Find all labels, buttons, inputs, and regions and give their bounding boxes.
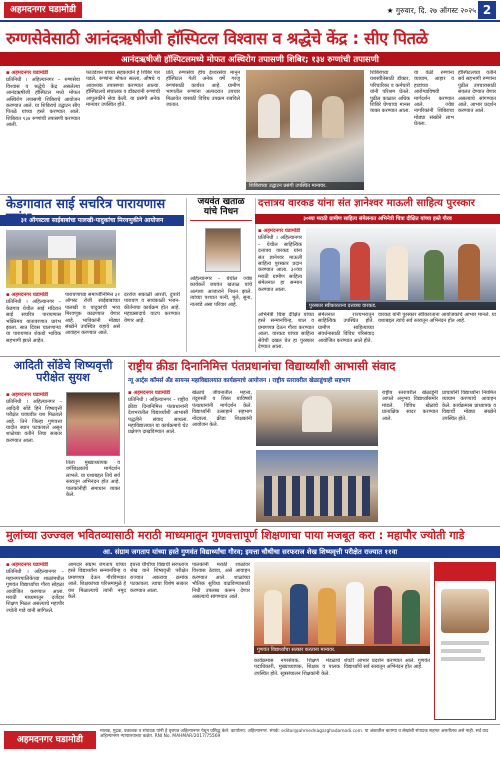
sports-column-3: राष्ट्रीय स्तरावरील खेळाडूंनी आपले अनुभव विद्यार्थ्यांसमोर मांडले. विविध खेळांचे प्रात्यक्षिक सादर करण्यात आले. (382, 390, 438, 422)
lead-column-3: प्रति, रुग्णसेवा हीच ईश्वरसेवा मानून हॉस्पिटल गेली अनेक वर्षे गरजू रुग्णांसाठी कार्यरत आहे. ग्रामीण भागातील रुग्णांना अल्पदरात उपचार मिळावेत यासाठी विविध उपक्रम राबविले जातात. (166, 70, 240, 109)
sports-subheadline: न्यू आर्ट्स कॉमर्स अँड सायन्स महाविद्यालयात कार्यक्रमाचे आयोजन । राष्ट्रीय स्तरावरील खेळाडूंचाही सहभाग (128, 376, 496, 386)
school-column-1: ◾ अहमदनगर घडामोडी प्रतिनिधी । अहिल्यानगर – केडगाव येथील साई मंदिरात साई सचरित्र पारायणास भक्तिमय वातावरणात प्रारंभ झाला. सात दिवस चालणाऱ्या या पारायणात शेकडो भाविक सहभागी झाले आहेत. (6, 292, 61, 344)
section-divider (0, 194, 500, 195)
award-byline: ◾ अहमदनगर घडामोडी (258, 228, 301, 234)
quality-column-2: आमदार संग्राम जगताप यांच्या हस्ते विद्यार्थ्यांना सन्मानचिन्ह व प्रमाणपत्र देऊन गौरविण्यात आले. शिक्षकांच्या परिश्रमामुळे हे यश मिळाल्याचे त्यांनी नमूद केले. (68, 562, 126, 601)
page-number: 2 (478, 1, 496, 19)
lead-column-4: शिबिराच्या यशस्वीतेसाठी डॉक्टर, परिचारिका व कर्मचारी यांनी परिश्रम घेतले. पुढील काळात अधिक शिबिरे घेण्याचा मानस व्यक्त करण्यात आला. (370, 70, 410, 115)
footer-logo: अहमदनगर घडामोडी (4, 731, 96, 749)
obituary-text: अहिल्यानगर – येथील ज्येष्ठ कार्यकर्ते जयवंत खताळ यांचे अल्पशा आजाराने निधन झाले. त्यांच्या पश्चात पत्नी, मुले, सुना, नातवंडे असा परिवार आहे. (190, 276, 252, 308)
lead-column-2: फाउंडेशन यांच्या सहकार्याने हे शिबिर पार पडले. रुग्णांना मोफत सल्ला, औषधे व आवश्यक तपासण्या करण्यात आल्या. हॉस्पिटलचे संचालक व डॉक्टरांनी रुग्णांची आपुलकीने सेवा केली. या प्रसंगी अनेक मान्यवर उपस्थित होते. (86, 70, 160, 109)
lead-photo-caption: शिबिराच्या उद्घाटन प्रसंगी उपस्थित मान्यवर. (246, 182, 364, 190)
lead-column-5: या वेळी रुग्णांना व्यायाम, आहार व हाडांच्या आरोग्याविषयी मार्गदर्शन करण्यात आले. ज्येष्ठ नागरिकांनी शिबिराचा मोठ्या संख्येने लाभ घेतला. (414, 70, 454, 128)
page-header (0, 0, 500, 22)
page-footer (0, 724, 500, 780)
sports-column-2: खेळाचे जीवनातील महत्त्व, तंदुरुस्ती व शिस्त याविषयी पंतप्रधानांनी मार्गदर्शन केले. विद्यार्थ्यांनी उत्साहाने सहभाग नोंदवला. क्रीडा शिक्षकांनी आयोजन केले. (192, 390, 252, 429)
lead-byline: ◾ अहमदनगर घडामोडी (6, 70, 49, 76)
school-byline: ◾ अहमदनगर घडामोडी (6, 292, 49, 298)
school-subheadline-band: ३१ ऑगस्टला साईबाबांचा पालखी-पादुकांचा मिरवणुकीने आयोजन (0, 215, 184, 226)
quality-photo-caption: गुणवंत विद्यार्थ्यांचा सत्कार करताना मान्यवर. (254, 646, 430, 654)
award-headline: दत्तात्रय वारकड यांना संत ज्ञानेश्वर माऊली साहित्य पुरस्कार (258, 198, 475, 209)
award-column-1: ◾ अहमदनगर घडामोडी प्रतिनिधी । अहिल्यानगर – येथील साहित्यिक दत्तात्रय वारकड यांना संत ज्ञानेश्वर माऊली साहित्य पुरस्कार प्रदान करण्यात आला. ३०व्या मराठी ग्रामीण साहित्य संमेलनात हा सन्मान करण्यात आला. (258, 228, 302, 293)
school-column-3: दररोज सकाळी आरती, दुपारी पारायण व सायंकाळी भजन-कीर्तनाचा कार्यक्रम होत आहे. महाप्रसादाचे वाटप करण्यात येणार आहे. (124, 292, 180, 324)
quality-byline: ◾ अहमदनगर घडामोडी (6, 562, 49, 568)
quality-subheadline-band: आ. संग्राम जगताप यांच्या हस्ते गुणवंत विद्यार्थ्यांचा गौरव; इयत्ता चौथीचा सरफराज शेख शिष्यवृत्ती परीक्षेत राज्यात ११वा (0, 546, 500, 558)
quality-column-1: ◾ अहमदनगर घडामोडी प्रतिनिधी । अहिल्यानगर – महानगरपालिकेच्या शाळांमधील गुणवंत विद्यार्थ्यांचा गौरव सोहळा आयोजित करण्यात आला. मराठी माध्यमातून दर्जेदार शिक्षण मिळत असल्याचे महापौर ज्योती गाडे यांनी सांगितले. (6, 562, 64, 614)
award-column-2: अभिनेत्री चित्रा दीक्षित यांच्या हस्ते सन्मानचिन्ह, शाल व प्रमाणपत्र देऊन गौरव करण्यात आला. वारकड यांच्या साहित्य सेवेची दखल घेत हा पुरस्कार देण्यात आला. (258, 312, 314, 351)
sports-headline: राष्ट्रीय क्रीडा दिनानिमित्त पंतप्रधानांचा विद्यार्थ्यांशी आभासी संवाद (128, 359, 396, 373)
footer-imprint: मालक, मुद्रक, प्रकाशक व संपादक यांनी हे वृत्तपत्र अहिल्यानगर येथून प्रसिद्ध केले. कार्यालय: अहिल्यानगर. संपर्क: editor@ahmednagarghadamodi.com. या अंकातील बातम्या व लेखांशी संपादक सहमत असतीलच असे नाही. सर्व वाद अहिल्यानगर न्यायालयाच्या कक्षेत. RNI No. MAHMAR/2017/75569 (100, 729, 489, 740)
award-subheadline-band: ३०व्या मराठी ग्रामीण साहित्य संमेलनात अभिनेत्री चित्रा दीक्षित यांच्या हस्ते गौरव (255, 214, 500, 224)
award-photo-caption: पुरस्कार स्वीकारताना दत्तात्रय वारकड. (306, 302, 496, 310)
sports-photo-2 (256, 450, 378, 522)
quality-column-5: कार्यक्रमास नगरसेवक, शिक्षण मंडळाचे पदाधिकारी, मुख्याध्यापक, शिक्षक व पालक उपस्थित होते. सूत्रसंचालन शिक्षकांनी केले. (254, 658, 340, 677)
sports-column-1: ◾ अहमदनगर घडामोडी प्रतिनिधी । अहिल्यानगर – राष्ट्रीय क्रीडा दिनानिमित्त पंतप्रधानांनी देशभरातील विद्यार्थ्यांशी आभासी पद्धतीने संवाद साधला. महाविद्यालयात या कार्यक्रमाचे थेट प्रक्षेपण दाखविण्यात आले. (128, 390, 188, 436)
obituary-headline: जयवंत खताळ यांचे निधन (190, 198, 252, 221)
school-column-2: पारायणाच्या समाप्तीनिमित्त ३१ ऑगस्ट रोजी साईबाबांच्या पालखी व पादुकांची भव्य मिरवणूक काढण्यात येणार आहे. भाविकांनी मोठ्या संख्येने उपस्थित राहावे असे आवाहन करण्यात आले. (65, 292, 120, 337)
scholar-column-1: ◾ अहमदनगर घडामोडी प्रतिनिधी । अहिल्यानगर – आदिती सोंडे हिने शिष्यवृत्ती परीक्षेत घवघवीत यश मिळवले आहे. तिने जिल्हा गुणवत्ता यादीत स्थान पटकावले असून शाळेच्या वतीने तिचा सत्कार करण्यात आला. (6, 392, 62, 444)
school-photo (6, 230, 116, 288)
lead-photo (246, 70, 364, 190)
obituary-photo (205, 228, 241, 272)
dateline: ★ गुरुवार, दि. २७ ऑगस्ट २०२५ (386, 6, 476, 15)
masthead-logo: अहमदनगर घडामोडी (4, 2, 82, 18)
school-headline: केडगावात साई सचरित्र पारायणास (6, 197, 166, 212)
quality-photo (254, 562, 430, 654)
scholar-photo (66, 392, 120, 456)
advertisement-box (434, 562, 496, 720)
quality-headline: मुलांच्या उज्ज्वल भवितव्यासाठी मराठी माध्यमातून गुणवत्तापूर्ण शिक्षणाचा पाया मजबूत करा : महापौर ज्योती गाडे (6, 529, 465, 542)
scholar-byline: ◾ अहमदनगर घडामोडी (6, 392, 49, 398)
lead-column-1: ◾ अहमदनगर घडामोडी प्रतिनिधी । अहिल्यानगर – रुग्णसेवा विश्वास व श्रद्धेचे केंद्र असलेल्या आनंदऋषीजी हॉस्पिटल मध्ये मोफत अस्थिरोग तपासणी शिबिराचे आयोजन करण्यात आले. या शिबिराचे उद्घाटन सीए पितळे यांच्या हस्ते करण्यात आले. शिबिरात १३४ रुग्णांची तपासणी करण्यात आली. (6, 70, 80, 129)
sports-byline: ◾ अहमदनगर घडामोडी (128, 390, 171, 396)
sports-photo-1 (256, 390, 378, 446)
quality-column-3: इयत्ता चौथीचा विद्यार्थी सरफराज शेख याने शिष्यवृत्ती परीक्षेत राज्यात अकरावा क्रमांक पटकावला. त्याचा विशेष सत्कार करण्यात आला. (130, 562, 188, 594)
award-column-3: संमेलनात राज्यभरातून साहित्यिक उपस्थित होते. ग्रामीण साहित्याच्या संवर्धनासाठी विविध परिसंवाद आयोजित करण्यात आले होते. (318, 312, 374, 344)
scholar-headline: आदिती सोंडेचे शिष्यवृत्ती परीक्षेत सुयश (13, 359, 113, 385)
sports-column-4: प्राचार्यांनी विद्यार्थ्यांना नियमित व्यायाम करण्याचे आवाहन केले. कार्यक्रमास प्राध्यापक व विद्यार्थी मोठ्या संख्येने उपस्थित होते. (442, 390, 496, 422)
quality-column-4: पालकांनी मराठी शाळांवर विश्वास ठेवावा, असे आवाहन करण्यात आले. शाळांच्या भौतिक सुविधा वाढविण्यासाठी निधी उपलब्ध करून देणार असल्याचे सांगण्यात आले. (192, 562, 250, 601)
award-column-4: वारकड यांनी पुरस्कार स्वीकारताना आयोजकांचे आभार मानले. या यशाबद्दल त्यांचे सर्व स्तरातून अभिनंदन होत आहे. (378, 312, 496, 325)
lead-subheadline-band: आनंदऋषीजी हॉस्पिटलमध्ये मोफत अस्थिरोग तपासणी शिबिर; १३४ रुग्णांची तपासणी (0, 52, 500, 66)
award-photo (306, 228, 496, 310)
quality-column-6: शेवटी आभार प्रदर्शन करण्यात आले. गुणवंत विद्यार्थ्यांचे सर्व स्तरातून अभिनंदन होत आहे. (344, 658, 430, 671)
lead-headline: रुग्णसेवेसाठी आनंदऋषीजी हॉस्पिटल विश्वास व श्रद्धेचे केंद्र : सीए पितळे (6, 29, 428, 48)
lead-column-6: हॉस्पिटलच्या वतीने सर्व सहभागी रुग्णांना पुढील उपचारासाठी सवलत देण्यात येणार असल्याचे सांगण्यात आले. आभार प्रदर्शन करण्यात आले. (458, 70, 496, 115)
scholar-column-2: तिला मुख्याध्यापक व वर्गशिक्षकांचे मार्गदर्शन लाभले. या यशाबद्दल तिचे सर्व स्तरातून अभिनंदन होत आहे. पालकांनीही समाधान व्यक्त केले. (66, 460, 120, 499)
